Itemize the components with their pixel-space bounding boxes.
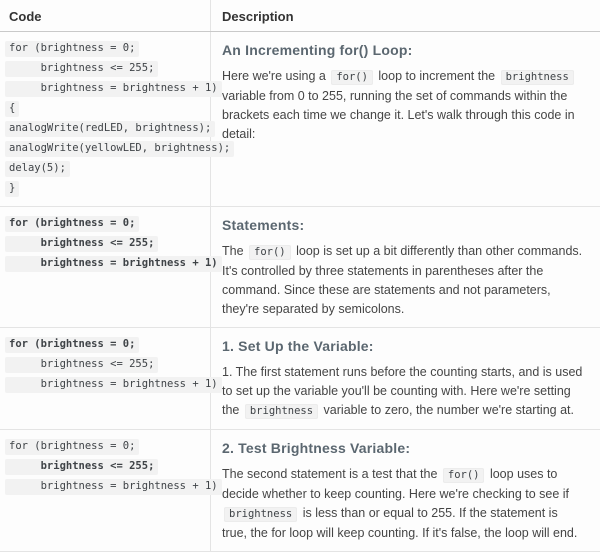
text-segment: variable to zero, the number we're starting at. xyxy=(320,403,574,417)
table-row xyxy=(0,207,600,328)
code-line xyxy=(5,215,206,232)
description-paragraph xyxy=(222,363,586,421)
inline-code: for() xyxy=(331,70,373,85)
table-row xyxy=(0,430,600,552)
inline-code: brightness xyxy=(224,507,297,522)
inline-code: brightness xyxy=(245,404,318,419)
code-line xyxy=(5,376,218,393)
code-line xyxy=(5,140,231,157)
code-block xyxy=(5,336,218,393)
code-text: brightness = brightness + 1) xyxy=(5,479,222,495)
code-line xyxy=(5,478,218,495)
description-heading: 2. Test Brightness Variable: xyxy=(222,440,411,456)
table-row xyxy=(0,32,600,207)
code-line xyxy=(5,356,206,373)
column-header-code: Code xyxy=(9,9,42,24)
code-cell xyxy=(0,32,231,206)
code-text: analogWrite(yellowLED, brightness); xyxy=(5,141,234,157)
inline-code: for() xyxy=(443,468,485,483)
description-cell xyxy=(211,207,600,327)
description-paragraph xyxy=(222,67,586,144)
code-line xyxy=(5,255,218,272)
code-block xyxy=(5,40,231,197)
code-text: } xyxy=(5,181,19,197)
code-text: brightness = brightness + 1) xyxy=(5,81,222,97)
code-text: for (brightness = 0; xyxy=(5,41,139,57)
description-cell xyxy=(211,430,600,551)
description-paragraph xyxy=(222,465,586,543)
code-line xyxy=(5,336,206,353)
code-text: brightness <= 255; xyxy=(5,459,158,475)
code-line xyxy=(5,180,206,197)
description-heading: 1. Set Up the Variable: xyxy=(222,338,374,354)
table-row xyxy=(0,328,600,430)
description-heading: Statements: xyxy=(222,217,305,233)
code-text: for (brightness = 0; xyxy=(5,337,139,353)
code-text: brightness <= 255; xyxy=(5,236,158,252)
text-segment: Here we're using a xyxy=(222,69,330,83)
code-text: analogWrite(redLED, brightness); xyxy=(5,121,215,137)
code-line xyxy=(5,40,206,57)
description-cell xyxy=(211,32,600,206)
description-cell xyxy=(211,328,600,429)
code-text: for (brightness = 0; xyxy=(5,216,139,232)
code-cell xyxy=(0,430,218,551)
inline-code: brightness xyxy=(501,70,574,85)
column-header-description-cell xyxy=(211,0,600,31)
text-segment: variable from 0 to 255, running the set of commands within the brackets each time we change it. Let's walk through this code in detail: xyxy=(222,89,575,141)
code-text: brightness = brightness + 1) xyxy=(5,377,222,393)
description-heading: An Incrementing for() Loop: xyxy=(222,42,413,58)
code-line xyxy=(5,60,206,77)
code-block xyxy=(5,215,218,272)
text-segment: is less than or equal to 255. If the statement is true, the for loop will keep counting. If it's false, the loop will end. xyxy=(222,506,578,540)
code-text: brightness <= 255; xyxy=(5,357,158,373)
column-header-code-cell xyxy=(0,0,211,31)
code-cell xyxy=(0,328,218,429)
text-segment: The xyxy=(222,244,248,258)
code-text: for (brightness = 0; xyxy=(5,439,139,455)
text-segment: loop is set up a bit differently than other commands. It's controlled by three statements in parentheses after the command. Since these are statements and not parameters, they're separated by semicolons. xyxy=(222,244,583,316)
text-segment: loop uses to decide whether to keep counting. Here we're checking to see if xyxy=(222,467,570,501)
text-segment: 1. The first statement runs before the counting starts, and is used to set up the variable you'll be counting with. Here we're setting the xyxy=(222,365,583,417)
code-line xyxy=(5,235,206,252)
code-text: brightness <= 255; xyxy=(5,61,158,77)
code-text: delay(5); xyxy=(5,161,70,177)
description-paragraph xyxy=(222,242,586,319)
code-block xyxy=(5,438,218,495)
header-row xyxy=(0,0,600,32)
code-text: { xyxy=(5,101,19,117)
code-cell xyxy=(0,207,218,327)
code-line xyxy=(5,100,206,117)
column-header-description: Description xyxy=(222,9,294,24)
inline-code: for() xyxy=(249,245,291,260)
code-line xyxy=(5,458,206,475)
code-line xyxy=(5,80,218,97)
code-line xyxy=(5,438,206,455)
text-segment: loop to increment the xyxy=(374,69,499,83)
code-line xyxy=(5,160,206,177)
text-segment: The second statement is a test that the xyxy=(222,467,441,481)
code-text: brightness = brightness + 1) xyxy=(5,256,222,272)
code-line xyxy=(5,120,212,137)
